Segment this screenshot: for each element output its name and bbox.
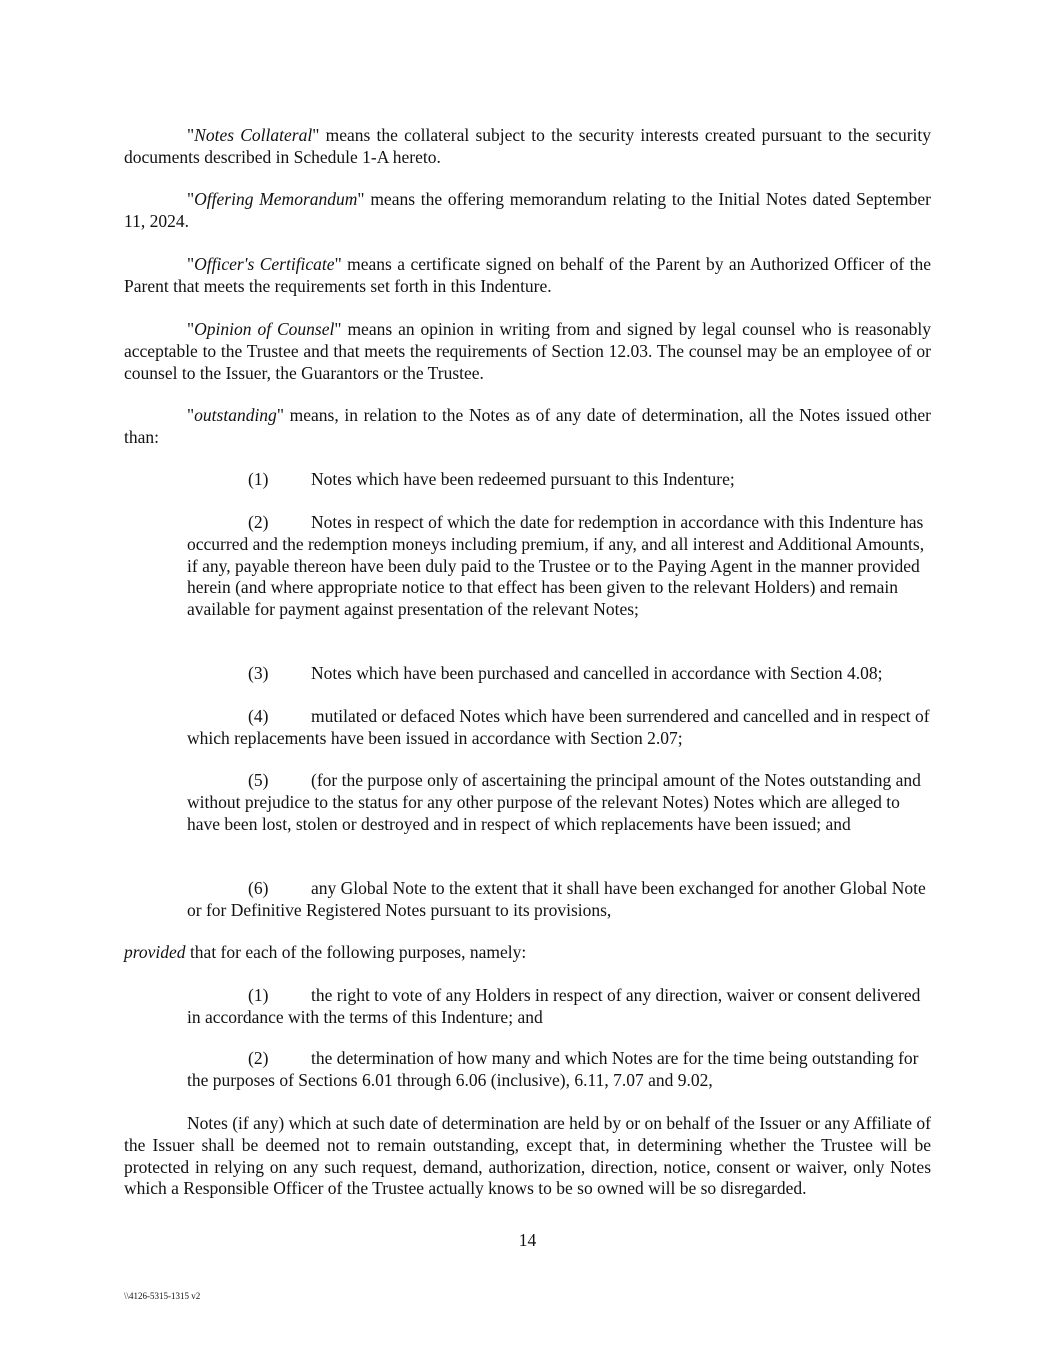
- item-number: (4): [248, 706, 269, 726]
- item-text: mutilated or defaced Notes which have been surrendered and cancelled and in respect of which replacements have been issued in accordance with Section 2.07;: [187, 706, 930, 748]
- item-text: (for the purpose only of ascertaining the principal amount of the Notes outstanding and without prejudice to the status for any other purpose of the relevant Notes) Notes which are alleged to have been lost, stolen or destroyed and in respect of which replacements have been issued; and: [187, 770, 921, 834]
- definition-text: means a certificate signed on behalf of the Parent by an Authorized Officer of the Parent that meets the requirements set forth in this Indenture.: [124, 254, 932, 296]
- list-item: [187, 1048, 932, 1092]
- definition-officers-certificate: "Officer's Certificate" means a certificate signed on behalf of the Parent by an Authorized Officer of the Parent that meets the requirements set forth in this Indenture.: [124, 254, 932, 296]
- defined-term: Officer's Certificate: [194, 254, 335, 274]
- item-text: the right to vote of any Holders in respect of any direction, waiver or consent delivered in accordance with the terms of this Indenture; and: [187, 985, 921, 1027]
- list-item: [187, 663, 932, 685]
- list-item: [187, 985, 932, 1029]
- proviso-text: that for each of the following purposes, namely:: [185, 942, 527, 962]
- item-text: Notes which have been purchased and cancelled in accordance with Section 4.08;: [311, 663, 883, 683]
- definition-text: means the collateral subject to the security interests created pursuant to the security documents described in Schedule 1-A hereto.: [124, 125, 931, 167]
- closing-paragraph: Notes (if any) which at such date of determination are held by or on behalf of the Issuer or any Affiliate of the Issuer shall be deemed not to remain outstanding, except that, in determining whether the Trustee will be protected in relying on any such request, demand, authorization, direction, notice, consent or waiver, only Notes which a Responsible Officer of the Trustee actually knows to be so owned will be so disregarded.: [124, 1113, 931, 1199]
- document-id: \\4126-5315-1315 v2: [124, 1291, 201, 1301]
- list-item: [187, 706, 932, 750]
- definition-opinion-of-counsel: "Opinion of Counsel" means an opinion in writing from and signed by legal counsel who is reasonably acceptable to the Trustee and that meets the requirements of Section 12.03. The counsel may be an employee of or counsel to the Issuer, the Guarantors or the Trustee.: [124, 319, 931, 383]
- list-item: [187, 770, 932, 835]
- proviso-paragraph: [124, 942, 931, 964]
- defined-term: Notes Collateral: [194, 125, 313, 145]
- definition-outstanding: "outstanding" means, in relation to the Notes as of any date of determination, all the Notes issued other than:: [124, 405, 931, 447]
- definition-text: means an opinion in writing from and signed by legal counsel who is reasonably acceptable to the Trustee and that meets the requirements of Section 12.03. The counsel may be an employee of or counsel to the Issuer, the Guarantors or the Trustee.: [124, 319, 931, 383]
- item-text: any Global Note to the extent that it shall have been exchanged for another Global Note or for Definitive Registered Notes pursuant to its provisions,: [187, 878, 926, 920]
- definition-offering-memorandum: "Offering Memorandum" means the offering memorandum relating to the Initial Notes dated September 11, 2024.: [124, 189, 932, 231]
- page-number: 14: [518, 1230, 537, 1250]
- item-number: (6): [248, 878, 269, 898]
- list-item: [187, 469, 932, 491]
- item-number: (1): [248, 985, 269, 1005]
- list-item: [187, 512, 932, 621]
- item-number: (1): [248, 469, 269, 489]
- definition-text: means, in relation to the Notes as of any date of determination, all the Notes issued other than:: [124, 405, 931, 447]
- defined-term: outstanding: [194, 405, 277, 425]
- list-item: [187, 878, 932, 922]
- item-number: (5): [248, 770, 269, 790]
- item-number: (2): [248, 1048, 269, 1068]
- definition-text: means the offering memorandum relating to the Initial Notes dated September 11, 2024.: [124, 189, 932, 231]
- item-number: (3): [248, 663, 269, 683]
- proviso-lead: provided: [124, 942, 186, 962]
- item-number: (2): [248, 512, 269, 532]
- definition-notes-collateral: "Notes Collateral" means the collateral subject to the security interests created pursuant to the security documents described in Schedule 1-A hereto.: [124, 125, 931, 167]
- item-text: Notes which have been redeemed pursuant to this Indenture;: [311, 469, 735, 489]
- item-text: Notes in respect of which the date for redemption in accordance with this Indenture has occurred and the redemption moneys including premium, if any, and all interest and Additional Amounts, if any, payable thereon have been duly paid to the Trustee or to the Paying Agent in the manner provided herein (and where appropriate notice to that effect has been given to the relevant Holders) and remain available for payment against presentation of the relevant Notes;: [187, 512, 925, 620]
- defined-term: Offering Memorandum: [194, 189, 358, 209]
- defined-term: Opinion of Counsel: [194, 319, 335, 339]
- item-text: the determination of how many and which Notes are for the time being outstanding for the purposes of Sections 6.01 through 6.06 (inclusive), 6.11, 7.07 and 9.02,: [187, 1048, 919, 1090]
